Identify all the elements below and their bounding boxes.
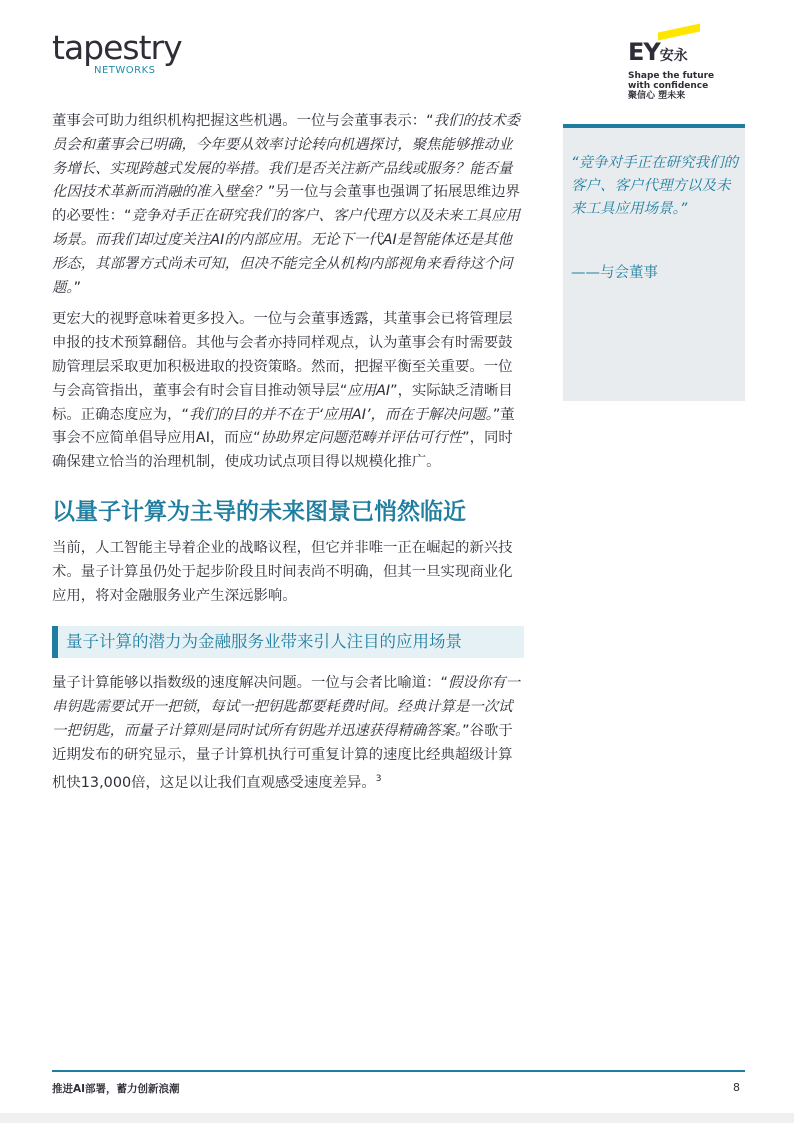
page-number: 8 xyxy=(733,1081,740,1094)
subsection-heading: 量子计算的潜力为金融服务业带来引人注目的应用场景 xyxy=(66,632,462,652)
p1-quote-2: 竞争对手正在研究我们的客户、客户代理方以及未来工具应用场景。而我们却过度关注AI的内部应用。无论下一代AI是智能体还是其他形态，其部署方式尚未可知，但决不能完全从机构内部视角来看待这个问题。 xyxy=(52,208,520,296)
ey-logo-letters: EY xyxy=(628,38,660,66)
ey-logo xyxy=(628,26,748,104)
ey-tagline-3: 聚信心 塑未来 xyxy=(628,91,686,101)
p1-quote-1: 我们的技术委员会和董事会已明确，今年要从效率讨论转向机遇探讨，聚焦能够推动业务增长、实现跨越式发展的举措。我们是否关注新产品线或服务？能否量化因技术革新而消融的准入壁垒？ xyxy=(52,113,520,201)
p1-text-c: ”另一位与会董事也强调了拓展思维边界的必要性：“ xyxy=(52,184,520,225)
p2-quote-1: 应用AI xyxy=(347,382,391,399)
paragraph-4 xyxy=(52,672,524,795)
tapestry-logo-word: tapestry xyxy=(52,28,182,67)
pull-quote-attribution: ——与会董事 xyxy=(571,265,658,281)
pull-quote-sidebar xyxy=(563,124,745,401)
ey-logo-mark xyxy=(628,38,688,66)
ey-tagline-2: with confidence xyxy=(628,81,709,91)
paragraph-3: 当前，人工智能主导着企业的战略议程，但它并非唯一正在崛起的新兴技术。量子计算虽仍处于起步阶段且时间表尚不明确，但其一旦实现商业化应用，将对金融服务业产生深远影响。 xyxy=(52,539,513,604)
tapestry-logo-sub: NETWORKS xyxy=(94,65,156,76)
main-column xyxy=(52,110,524,803)
subsection-heading-box xyxy=(52,626,524,658)
p4-quote: 假设你有一串钥匙需要试开一把锁，每试一把钥匙都要耗费时间。经典计算是一次试一把钥匙，而量子计算则是同时试所有钥匙并迅速获得精确答案。 xyxy=(52,675,520,739)
p2-quote-2: 我们的目的并不在于‘应用AI’，而在于解决问题。 xyxy=(188,406,493,423)
p4-text-a: 量子计算能够以指数级的速度解决问题。一位与会者比喻道：“ xyxy=(52,675,449,692)
ey-logo-cn: 安永 xyxy=(659,48,688,64)
section-heading: 以量子计算为主导的未来图景已悄然临近 xyxy=(52,498,466,525)
p2-text-c: ”，实际缺乏清晰目标。正确态度应为，“ xyxy=(52,382,513,423)
bottom-strip xyxy=(0,1113,794,1123)
p4-text-c: ”谷歌于近期发布的研究显示，量子计算机执行可重复计算的速度比经典超级计算机快13,000倍，这足以让我们直观感受速度差异。 xyxy=(52,722,513,791)
p2-quote-3: 协助界定问题范畴并评估可行性 xyxy=(260,430,463,447)
p1-text-e: ” xyxy=(73,279,82,296)
footer-divider xyxy=(52,1070,745,1072)
p1-text-a: 董事会可助力组织机构把握这些机遇。一位与会董事表示：“ xyxy=(52,113,434,129)
p2-text-a: 更宏大的视野意味着更多投入。一位与会董事透露，其董事会已将管理层申报的技术预算翻倍。其他与会者亦持同样观点，认为董事会有时需要鼓励管理层采取更加积极进取的投资策略。然而，把握平衡至关重要。一位与会高管指出，董事会有时会盲目推动领导层“ xyxy=(52,311,513,399)
sidebar-top-bar xyxy=(563,124,745,128)
footer-title: 推进AI部署，蓄力创新浪潮 xyxy=(52,1083,180,1095)
p2-text-g: ”，同时确保建立恰当的治理机制，使成功试点项目得以规模化推广。 xyxy=(52,430,513,471)
footnote-ref-3[interactable]: 3 xyxy=(375,773,382,784)
pull-quote-text: “竞争对手正在研究我们的客户、客户代理方以及未来工具应用场景。” xyxy=(571,155,739,217)
ey-tagline-1: Shape the future xyxy=(628,71,715,81)
tapestry-logo xyxy=(52,30,192,80)
ey-tagline xyxy=(628,71,714,101)
paragraph-2 xyxy=(52,308,524,475)
subsection-accent-bar xyxy=(52,626,58,658)
p2-text-e: ”董事会不应简单倡导应用AI，而应“ xyxy=(52,406,515,447)
paragraph-1 xyxy=(52,110,524,300)
